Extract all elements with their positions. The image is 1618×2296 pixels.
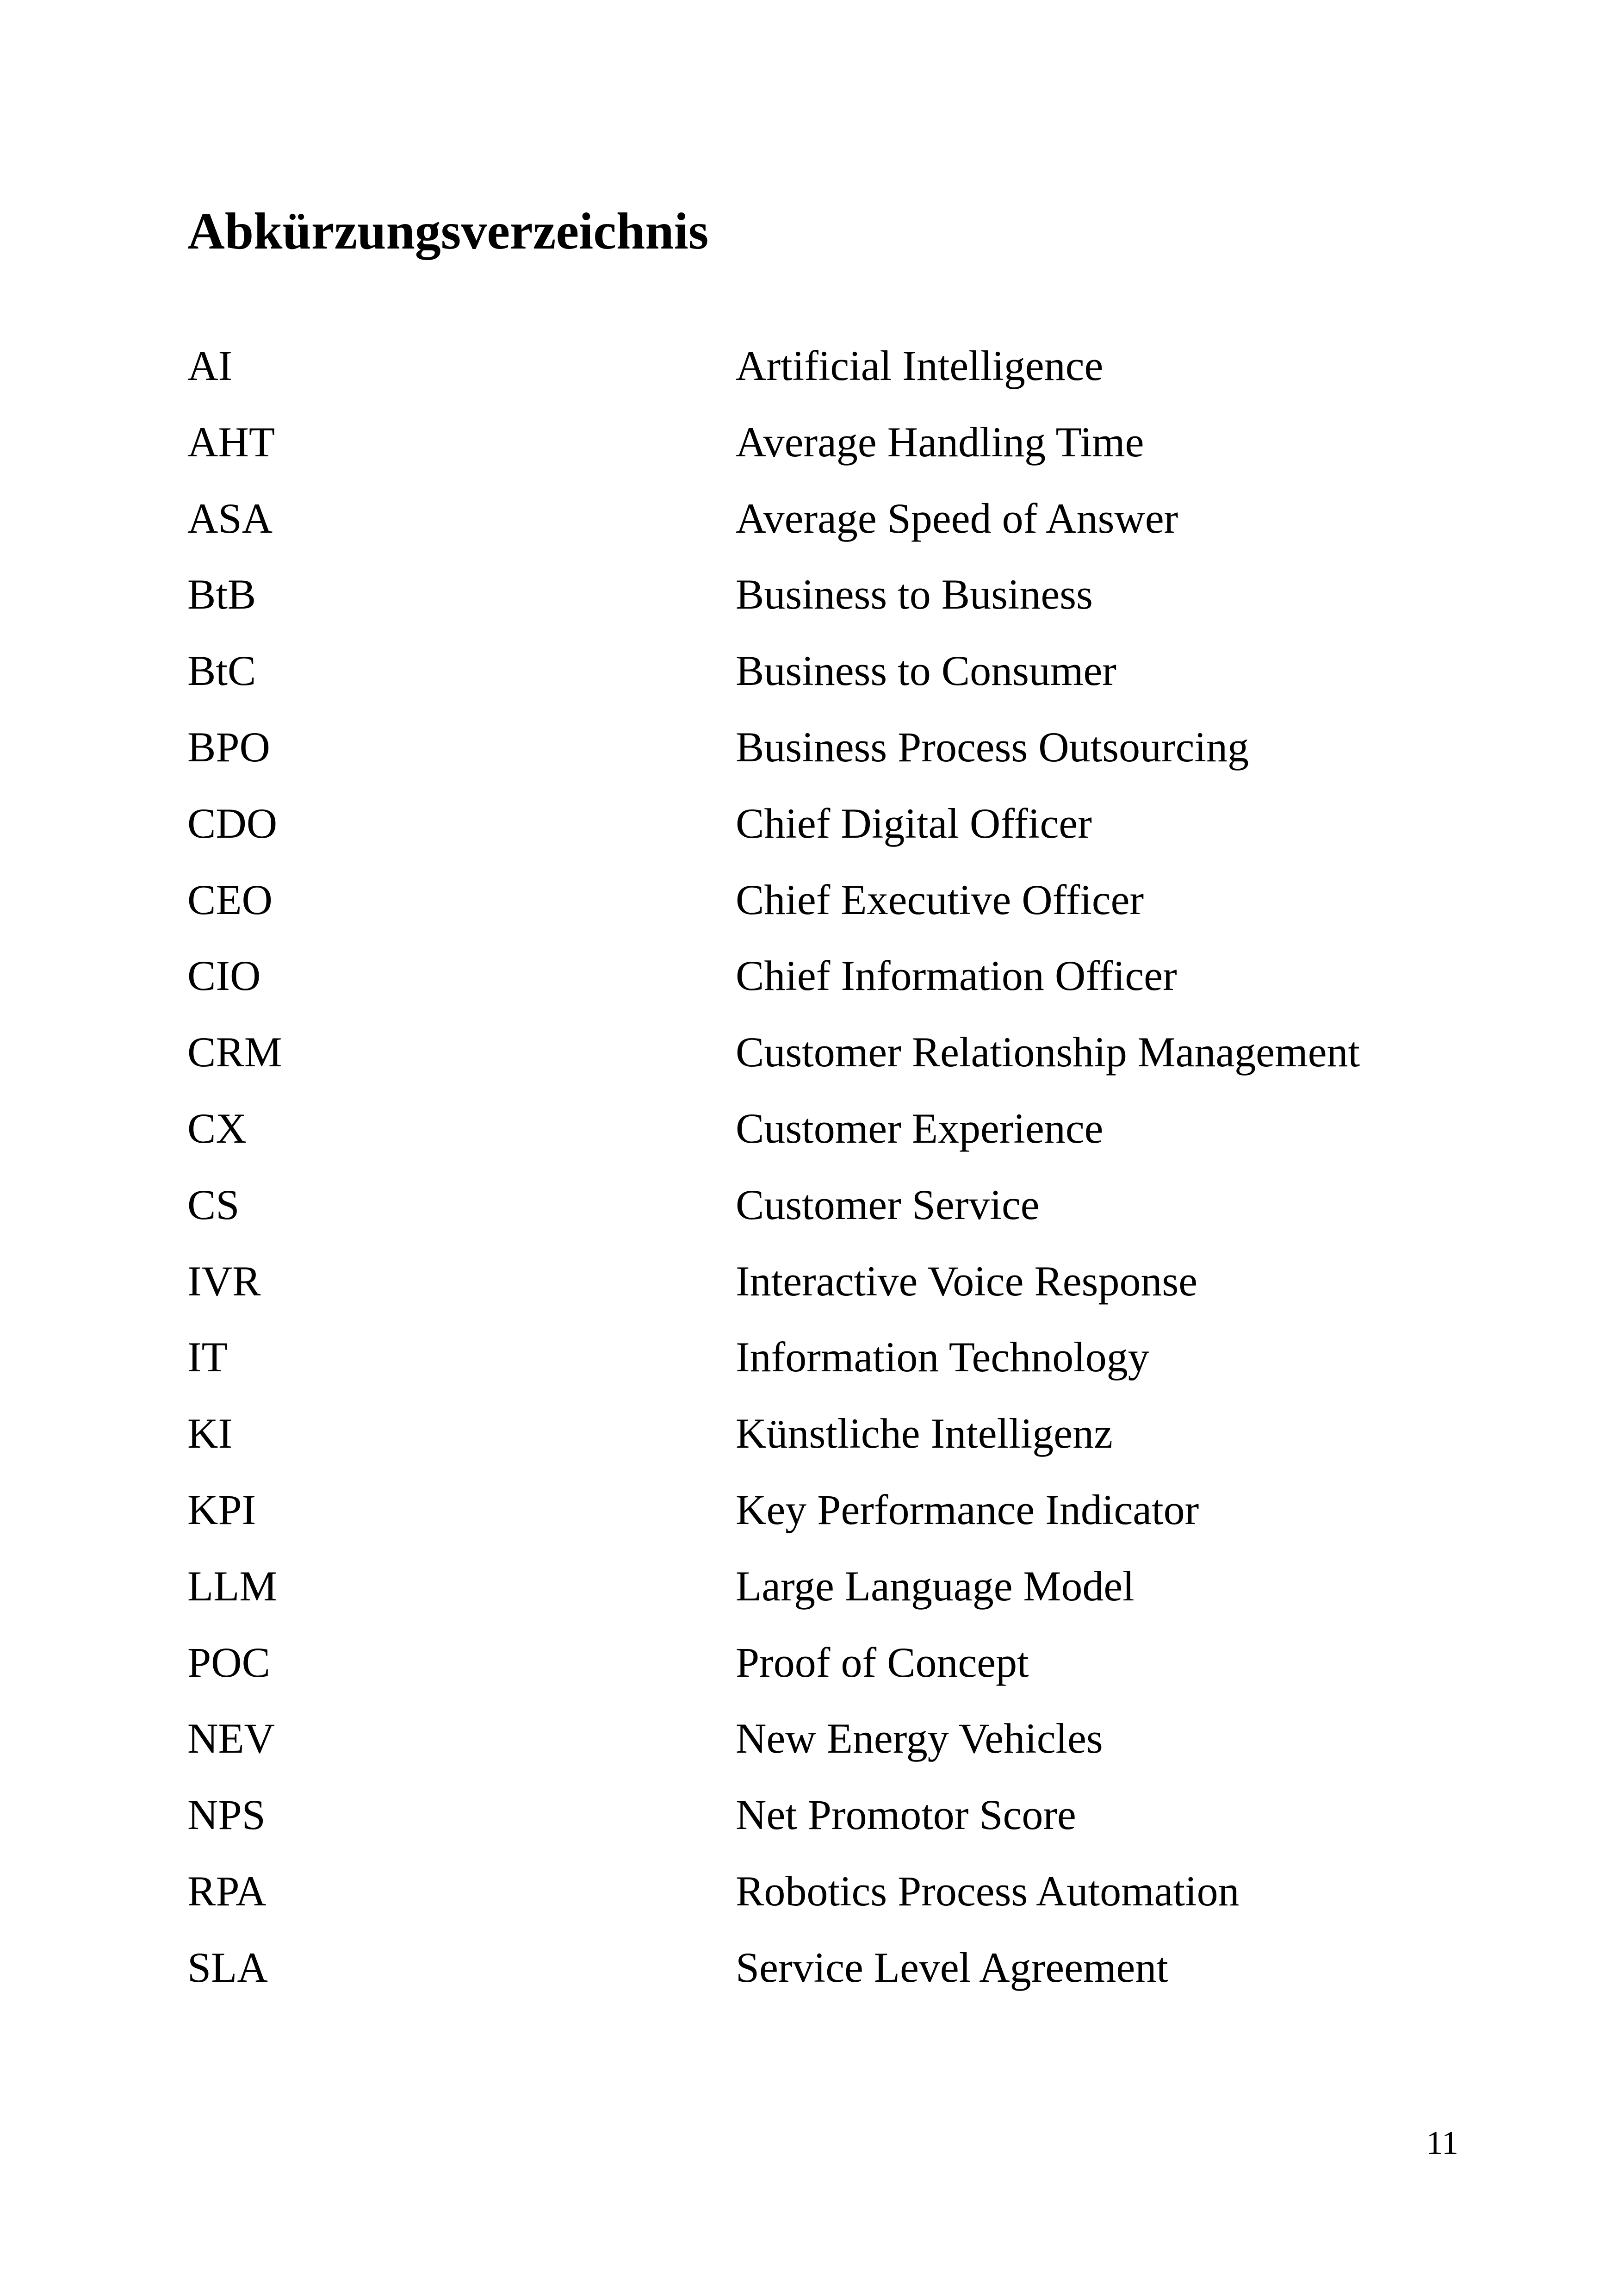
abbreviation-definition: Customer Relationship Management	[736, 1028, 1360, 1076]
abbreviation-term: SLA	[187, 1943, 268, 1991]
abbreviation-row	[187, 636, 1483, 712]
abbreviation-definition: Artificial Intelligence	[736, 342, 1103, 389]
abbreviation-row	[187, 1246, 1483, 1323]
abbreviation-term: ASA	[187, 494, 273, 542]
abbreviation-row	[187, 407, 1483, 484]
abbreviation-term: BtB	[187, 571, 256, 618]
abbreviation-term: NPS	[187, 1791, 266, 1839]
abbreviation-row	[187, 1322, 1483, 1399]
abbreviation-list	[187, 331, 1483, 2009]
abbreviation-term: LLM	[187, 1562, 278, 1610]
abbreviation-row	[187, 1094, 1483, 1170]
abbreviation-definition: Customer Service	[736, 1181, 1040, 1228]
abbreviation-term: IT	[187, 1333, 228, 1381]
page-number: 11	[1426, 2124, 1458, 2161]
abbreviation-term: AHT	[187, 418, 275, 466]
abbreviation-term: CRM	[187, 1028, 282, 1076]
abbreviation-term: POC	[187, 1638, 270, 1686]
abbreviation-term: CEO	[187, 876, 273, 923]
page-heading: Abkürzungsverzeichnis	[187, 203, 709, 260]
abbreviation-term: RPA	[187, 1867, 267, 1915]
abbreviation-row	[187, 1780, 1483, 1856]
abbreviation-definition: Net Promotor Score	[736, 1791, 1076, 1839]
abbreviation-term: BtC	[187, 647, 256, 695]
abbreviation-definition: Information Technology	[736, 1333, 1149, 1381]
abbreviation-definition: Chief Executive Officer	[736, 876, 1144, 923]
abbreviation-row	[187, 1704, 1483, 1780]
abbreviation-definition: Business to Business	[736, 571, 1093, 618]
abbreviation-row	[187, 712, 1483, 789]
abbreviation-term: CIO	[187, 952, 261, 1000]
abbreviation-term: KI	[187, 1410, 233, 1457]
abbreviation-definition: Average Handling Time	[736, 418, 1144, 466]
abbreviation-row	[187, 560, 1483, 636]
abbreviation-row	[187, 1933, 1483, 2009]
abbreviation-definition: Customer Experience	[736, 1104, 1103, 1152]
abbreviation-definition: Business to Consumer	[736, 647, 1116, 695]
abbreviation-row	[187, 1628, 1483, 1704]
abbreviation-definition: Chief Digital Officer	[736, 799, 1092, 847]
abbreviation-row	[187, 1017, 1483, 1094]
abbreviation-term: CS	[187, 1181, 240, 1228]
abbreviation-term: KPI	[187, 1486, 256, 1533]
abbreviation-term: CDO	[187, 799, 278, 847]
abbreviation-definition: Künstliche Intelligenz	[736, 1410, 1113, 1457]
abbreviation-row	[187, 1475, 1483, 1551]
abbreviation-term: CX	[187, 1104, 247, 1152]
abbreviation-row	[187, 789, 1483, 865]
abbreviation-term: AI	[187, 342, 233, 389]
abbreviation-term: IVR	[187, 1257, 261, 1305]
abbreviation-definition: Business Process Outsourcing	[736, 723, 1249, 771]
abbreviation-definition: Robotics Process Automation	[736, 1867, 1240, 1915]
abbreviation-term: BPO	[187, 723, 270, 771]
abbreviation-row	[187, 1551, 1483, 1628]
abbreviation-row	[187, 865, 1483, 941]
abbreviation-row	[187, 1856, 1483, 1933]
abbreviation-row	[187, 484, 1483, 560]
abbreviation-definition: Service Level Agreement	[736, 1943, 1168, 1991]
abbreviation-definition: Average Speed of Answer	[736, 494, 1178, 542]
abbreviation-definition: Proof of Concept	[736, 1638, 1029, 1686]
abbreviation-row	[187, 1170, 1483, 1246]
abbreviation-row	[187, 941, 1483, 1017]
abbreviation-definition: Key Performance Indicator	[736, 1486, 1199, 1533]
abbreviation-definition: New Energy Vehicles	[736, 1715, 1103, 1762]
abbreviation-definition: Interactive Voice Response	[736, 1257, 1198, 1305]
abbreviation-definition: Large Language Model	[736, 1562, 1134, 1610]
abbreviation-row	[187, 1399, 1483, 1475]
abbreviation-term: NEV	[187, 1715, 275, 1762]
abbreviation-definition: Chief Information Officer	[736, 952, 1177, 1000]
abbreviation-row	[187, 331, 1483, 407]
